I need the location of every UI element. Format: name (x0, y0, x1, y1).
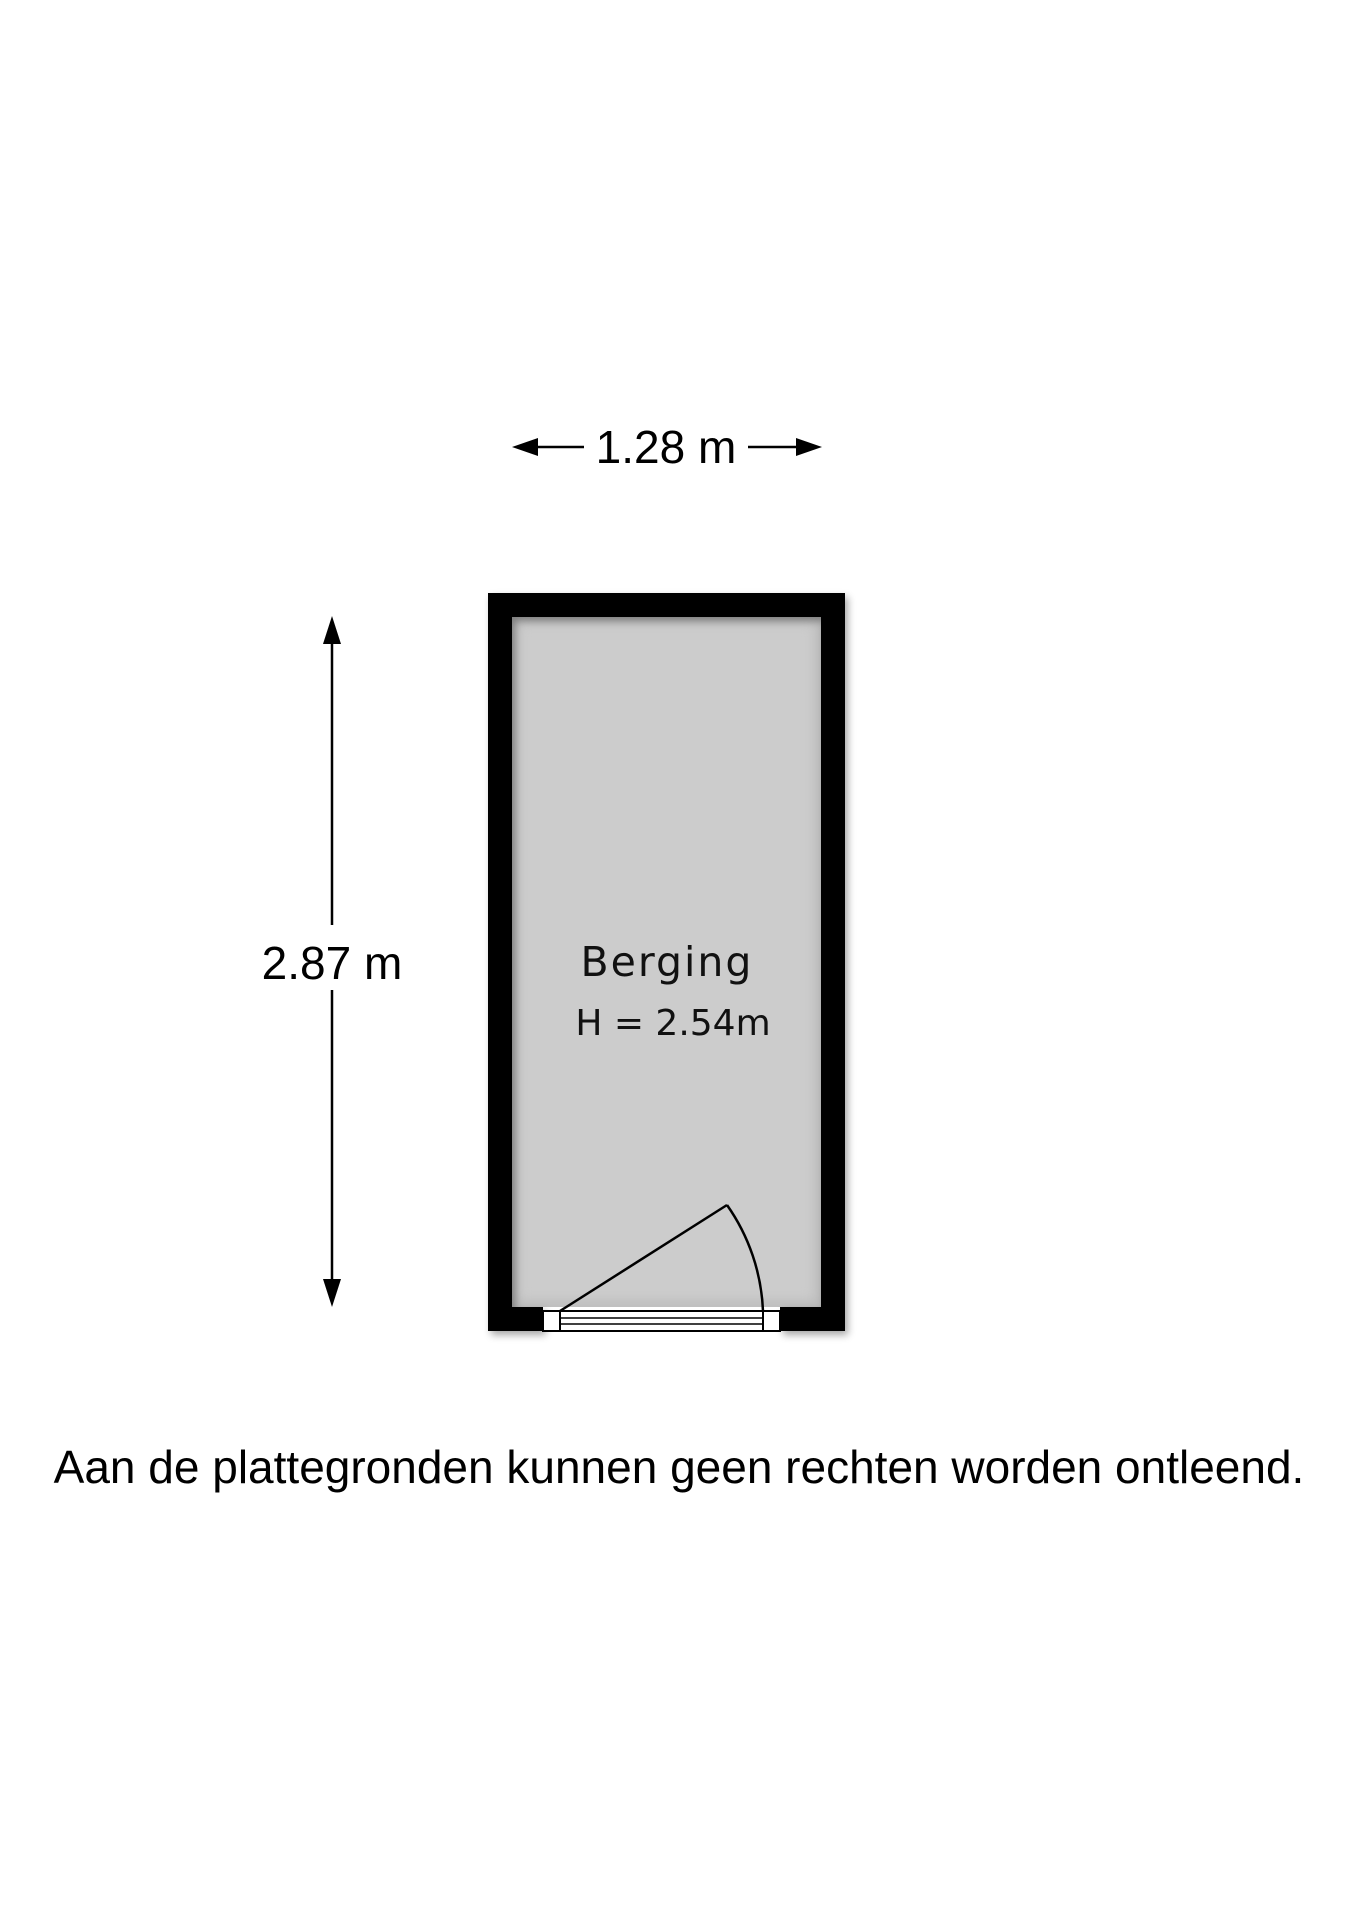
width-dimension (512, 421, 822, 473)
length-arrow-bottom-icon (323, 1279, 341, 1307)
length-dimension-label: 2.87 m (261, 937, 403, 989)
width-arrow-right-icon (796, 438, 822, 456)
disclaimer-text: Aan de plattegronden kunnen geen rechten worden ontleend. (53, 1441, 1305, 1493)
room-berging (488, 593, 845, 1331)
width-arrow-left-icon (512, 438, 538, 456)
door-threshold (560, 1311, 763, 1331)
room-name-label: Berging (580, 938, 754, 986)
door-jamb-right (763, 1311, 780, 1331)
room-height-label: H = 2.54m (575, 1003, 771, 1044)
width-dimension-label: 1.28 m (595, 421, 737, 473)
door-jamb-left (543, 1311, 560, 1331)
length-dimension (262, 616, 403, 1307)
